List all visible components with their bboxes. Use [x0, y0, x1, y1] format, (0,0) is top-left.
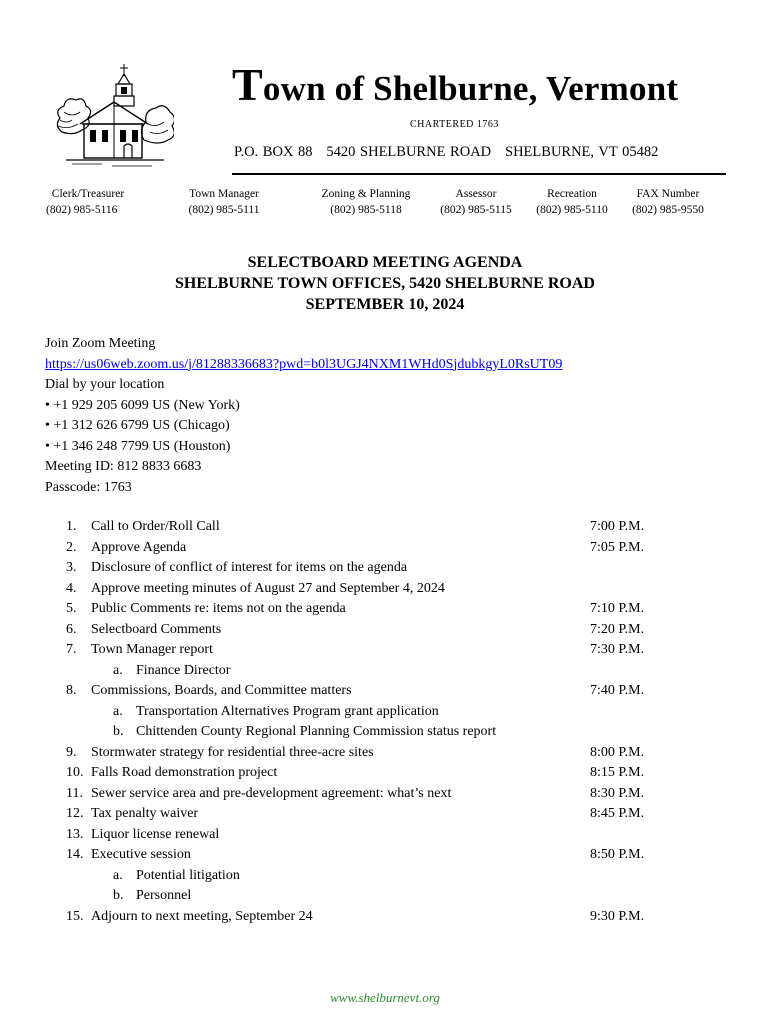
contact-phone: (802) 985-5118 — [330, 204, 402, 216]
agenda-item-time: 7:00 P.M. — [590, 519, 645, 534]
agenda-subitem — [0, 702, 770, 723]
contact-role: FAX Number — [636, 188, 700, 200]
agenda-item-time: 8:15 P.M. — [590, 765, 645, 780]
agenda-list — [0, 517, 770, 927]
agenda-item — [0, 681, 770, 702]
zoom-info — [45, 334, 562, 498]
agenda-item-number: 9. — [66, 744, 77, 760]
heading-line-3: SEPTEMBER 10, 2024 — [305, 296, 465, 313]
agenda-subitem — [0, 722, 770, 743]
contact-role: Town Manager — [189, 188, 259, 200]
contact-town-manager — [174, 186, 274, 218]
agenda-subitem — [0, 886, 770, 907]
agenda-item-number: 7. — [66, 642, 77, 657]
agenda-item — [0, 538, 770, 559]
website-footer[interactable]: www.shelburnevt.org — [330, 990, 440, 1005]
contact-role: Clerk/Treasurer — [51, 188, 125, 200]
dial-number: • +1 929 205 6099 US (New York) — [45, 397, 240, 413]
agenda-item-text: Liquor license renewal — [91, 826, 220, 842]
agenda-item-number: 14. — [66, 847, 84, 862]
contact-phone: (802) 985-5116 — [46, 204, 118, 216]
agenda-item-number: 10. — [66, 765, 84, 780]
contact-recreation — [524, 186, 620, 218]
agenda-item-time: 7:40 P.M. — [590, 683, 645, 698]
contact-phone: (802) 985-5111 — [188, 204, 260, 216]
agenda-subitem-text: Potential litigation — [136, 867, 240, 883]
agenda-item-time: 9:30 P.M. — [590, 908, 645, 924]
agenda-item — [0, 845, 770, 866]
agenda-subitem-text: Transportation Alternatives Program grant application — [136, 703, 439, 719]
town-title-rest: own of Shelburne, Vermont — [262, 69, 679, 108]
agenda-item-text: Approve Agenda — [91, 539, 187, 555]
agenda-item-number: 1. — [66, 519, 77, 534]
agenda-item — [0, 517, 770, 538]
agenda-item — [0, 763, 770, 784]
dial-label: Dial by your location — [45, 377, 165, 392]
agenda-subitem-letter: b. — [113, 888, 124, 903]
agenda-item-text: Tax penalty waiver — [91, 806, 199, 821]
agenda-item — [0, 579, 770, 600]
agenda-item-time: 8:00 P.M. — [590, 744, 645, 760]
town-title-initial: T — [232, 59, 263, 110]
meeting-id: Meeting ID: 812 8833 6683 — [45, 459, 202, 474]
dial-number: • +1 312 626 6799 US (Chicago) — [45, 418, 230, 433]
agenda-item — [0, 599, 770, 620]
agenda-item-text: Stormwater strategy for residential three-acre sites — [91, 744, 374, 760]
agenda-subitem — [0, 866, 770, 887]
agenda-item-number: 6. — [66, 621, 77, 637]
department-contacts — [0, 186, 770, 220]
contact-clerk-treasurer — [38, 186, 138, 218]
agenda-item-text: Executive session — [91, 847, 191, 862]
agenda-subitem-letter: a. — [113, 662, 123, 678]
contact-role: Zoning & Planning — [321, 188, 411, 200]
header-divider — [232, 173, 726, 175]
agenda-subitem-text: Personnel — [136, 888, 192, 903]
agenda-subitem-text: Chittenden County Regional Planning Commission status report — [136, 724, 497, 739]
zoom-join-label: Join Zoom Meeting — [45, 336, 156, 351]
church-logo-icon — [52, 62, 174, 172]
agenda-subitem-letter: a. — [113, 703, 123, 719]
agenda-item-time: 7:10 P.M. — [590, 601, 645, 616]
agenda-item — [0, 743, 770, 764]
agenda-item-time: 8:30 P.M. — [590, 785, 645, 801]
contact-assessor — [428, 186, 524, 218]
agenda-item-number: 8. — [66, 683, 77, 698]
agenda-item-text: Disclosure of conflict of interest for items on the agenda — [91, 560, 408, 575]
agenda-item-text: Selectboard Comments — [91, 621, 222, 637]
agenda-item-number: 11. — [66, 785, 83, 801]
passcode: Passcode: 1763 — [45, 479, 132, 495]
agenda-item — [0, 558, 770, 579]
meeting-heading — [0, 252, 770, 315]
agenda-item — [0, 640, 770, 661]
agenda-item-time: 8:45 P.M. — [590, 806, 645, 821]
mailing-address: P.O. BOX 88 5420 SHELBURNE ROAD SHELBURNE, VT 05482 — [234, 144, 659, 160]
contact-role: Assessor — [455, 188, 497, 200]
agenda-subitem-letter: a. — [113, 867, 123, 883]
agenda-item-number: 12. — [66, 806, 84, 821]
contact-fax — [620, 186, 716, 218]
contact-zoning-planning — [306, 186, 426, 218]
agenda-item — [0, 620, 770, 641]
agenda-item — [0, 804, 770, 825]
agenda-item-text: Town Manager report — [91, 642, 213, 657]
agenda-subitem-letter: b. — [113, 724, 124, 739]
agenda-item-number: 4. — [66, 580, 77, 596]
agenda-subitem — [0, 661, 770, 682]
agenda-item-text: Falls Road demonstration project — [91, 765, 278, 780]
chartered-line: CHARTERED 1763 — [410, 119, 499, 130]
zoom-link[interactable]: https://us06web.zoom.us/j/81288336683?pwd=b0l3UGJ4NXM1WHd0SjdubkgyL0RsUT09 — [45, 356, 563, 372]
agenda-item-time: 7:20 P.M. — [590, 621, 645, 637]
agenda-item — [0, 784, 770, 805]
agenda-item-time: 8:50 P.M. — [590, 847, 645, 862]
agenda-item-text: Adjourn to next meeting, September 24 — [91, 908, 313, 924]
agenda-item-time: 7:30 P.M. — [590, 642, 645, 657]
agenda-item-text: Commissions, Boards, and Committee matters — [91, 683, 352, 698]
agenda-item-text: Call to Order/Roll Call — [91, 519, 220, 534]
agenda-item-text: Sewer service area and pre-development agreement: what’s next — [91, 785, 452, 801]
agenda-item — [0, 825, 770, 846]
contact-phone: (802) 985-5110 — [536, 204, 608, 216]
agenda-item — [0, 907, 770, 928]
agenda-subitem-text: Finance Director — [136, 662, 231, 678]
agenda-item-text: Public Comments re: items not on the agenda — [91, 601, 346, 616]
contact-role: Recreation — [547, 188, 597, 200]
agenda-item-number: 3. — [66, 560, 77, 575]
agenda-item-text: Approve meeting minutes of August 27 and September 4, 2024 — [91, 580, 445, 596]
agenda-item-number: 13. — [66, 826, 84, 842]
dial-number: • +1 346 248 7799 US (Houston) — [45, 438, 231, 454]
agenda-item-number: 2. — [66, 539, 77, 555]
heading-line-1: SELECTBOARD MEETING AGENDA — [247, 254, 523, 271]
contact-phone: (802) 985-5115 — [440, 204, 512, 216]
heading-line-2: SHELBURNE TOWN OFFICES, 5420 SHELBURNE ROAD — [175, 275, 595, 292]
contact-phone: (802) 985-9550 — [632, 204, 704, 216]
agenda-item-time: 7:05 P.M. — [590, 539, 645, 555]
agenda-item-number: 5. — [66, 601, 77, 616]
town-title — [232, 58, 678, 111]
agenda-item-number: 15. — [66, 908, 84, 924]
